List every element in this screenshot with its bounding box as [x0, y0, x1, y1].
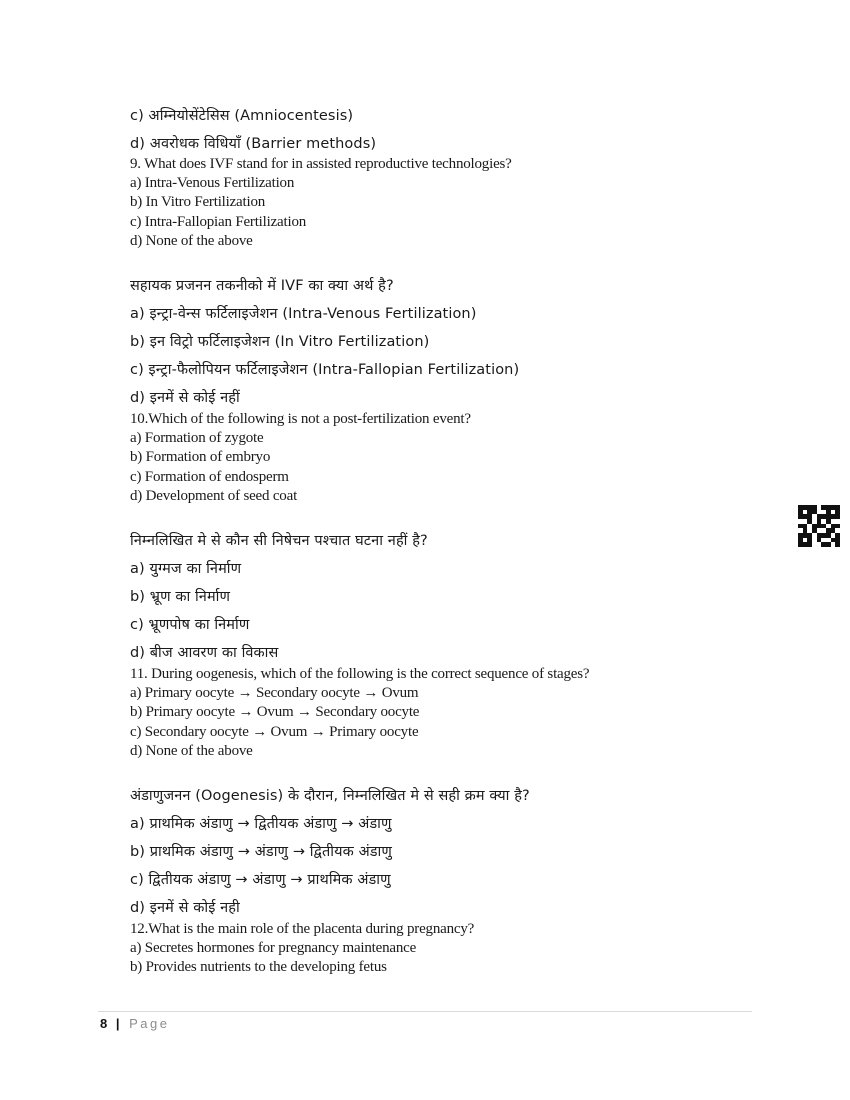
- text-line: d) Development of seed coat: [130, 488, 298, 504]
- text-line: अंडाणुजनन (Oogenesis) के दौरान, निम्नलिखित मे से सही क्रम क्या है?: [130, 788, 530, 804]
- text-line: c) Formation of endosperm: [130, 469, 289, 485]
- text-line: 12.What is the main role of the placenta during pregnancy?: [130, 921, 475, 937]
- text-line: b) Primary oocyte → Ovum → Secondary oocyte: [130, 704, 420, 720]
- text-line: d) इनमें से कोई नहीं: [130, 390, 240, 406]
- text-line: b) प्राथमिक अंडाणु → अंडाणु → द्वितीयक अंडाणु: [130, 844, 392, 860]
- footer-divider: [98, 1011, 752, 1012]
- footer-separator: |: [115, 1016, 120, 1031]
- text-line: d) इनमें से कोई नही: [130, 900, 240, 916]
- text-line: 11. During oogenesis, which of the following is the correct sequence of stages?: [130, 666, 590, 682]
- page-label: Page: [129, 1016, 170, 1031]
- text-line: d) बीज आवरण का विकास: [130, 645, 279, 661]
- text-line: c) Secondary oocyte → Ovum → Primary oocyte: [130, 724, 419, 740]
- text-line: b) In Vitro Fertilization: [130, 194, 266, 210]
- text-line: a) प्राथमिक अंडाणु → द्वितीयक अंडाणु → अंडाणु: [130, 816, 392, 832]
- text-line: b) भ्रूण का निर्माण: [130, 589, 231, 605]
- text-line: b) Provides nutrients to the developing fetus: [130, 959, 387, 975]
- page-number: 8: [100, 1016, 108, 1031]
- text-line: c) भ्रूणपोष का निर्माण: [130, 617, 250, 633]
- text-line: d) None of the above: [130, 233, 253, 249]
- text-line: a) Formation of zygote: [130, 430, 264, 446]
- text-line: d) None of the above: [130, 743, 253, 759]
- text-line: b) इन विट्रो फर्टिलाइजेशन (In Vitro Fertilization): [130, 334, 430, 350]
- text-line: d) अवरोधक विधियाँ (Barrier methods): [130, 136, 377, 152]
- text-line: निम्नलिखित मे से कौन सी निषेचन पश्चात घटना नहीं है?: [130, 533, 428, 549]
- text-line: c) Intra-Fallopian Fertilization: [130, 214, 307, 230]
- text-line: a) Primary oocyte → Secondary oocyte → Ovum: [130, 685, 419, 701]
- page-footer: [100, 1016, 170, 1031]
- text-line: 10.Which of the following is not a post-fertilization event?: [130, 411, 471, 427]
- text-line: a) Secretes hormones for pregnancy maintenance: [130, 940, 417, 956]
- text-line: c) अम्नियोसेंटेसिस (Amniocentesis): [130, 108, 354, 124]
- text-line: a) Intra-Venous Fertilization: [130, 175, 295, 191]
- text-line: b) Formation of embryo: [130, 449, 271, 465]
- text-line: c) द्वितीयक अंडाणु → अंडाणु → प्राथमिक अंडाणु: [130, 872, 391, 888]
- qr-code-icon: [798, 505, 840, 547]
- text-line: सहायक प्रजनन तकनीको में IVF का क्या अर्थ है?: [130, 278, 394, 294]
- text-line: 9. What does IVF stand for in assisted reproductive technologies?: [130, 156, 512, 172]
- text-line: a) इन्ट्रा-वेन्स फर्टिलाइजेशन (Intra-Venous Fertilization): [130, 306, 477, 322]
- text-line: c) इन्ट्रा-फैलोपियन फर्टिलाइजेशन (Intra-Fallopian Fertilization): [130, 362, 520, 378]
- text-line: a) युग्मज का निर्माण: [130, 561, 242, 577]
